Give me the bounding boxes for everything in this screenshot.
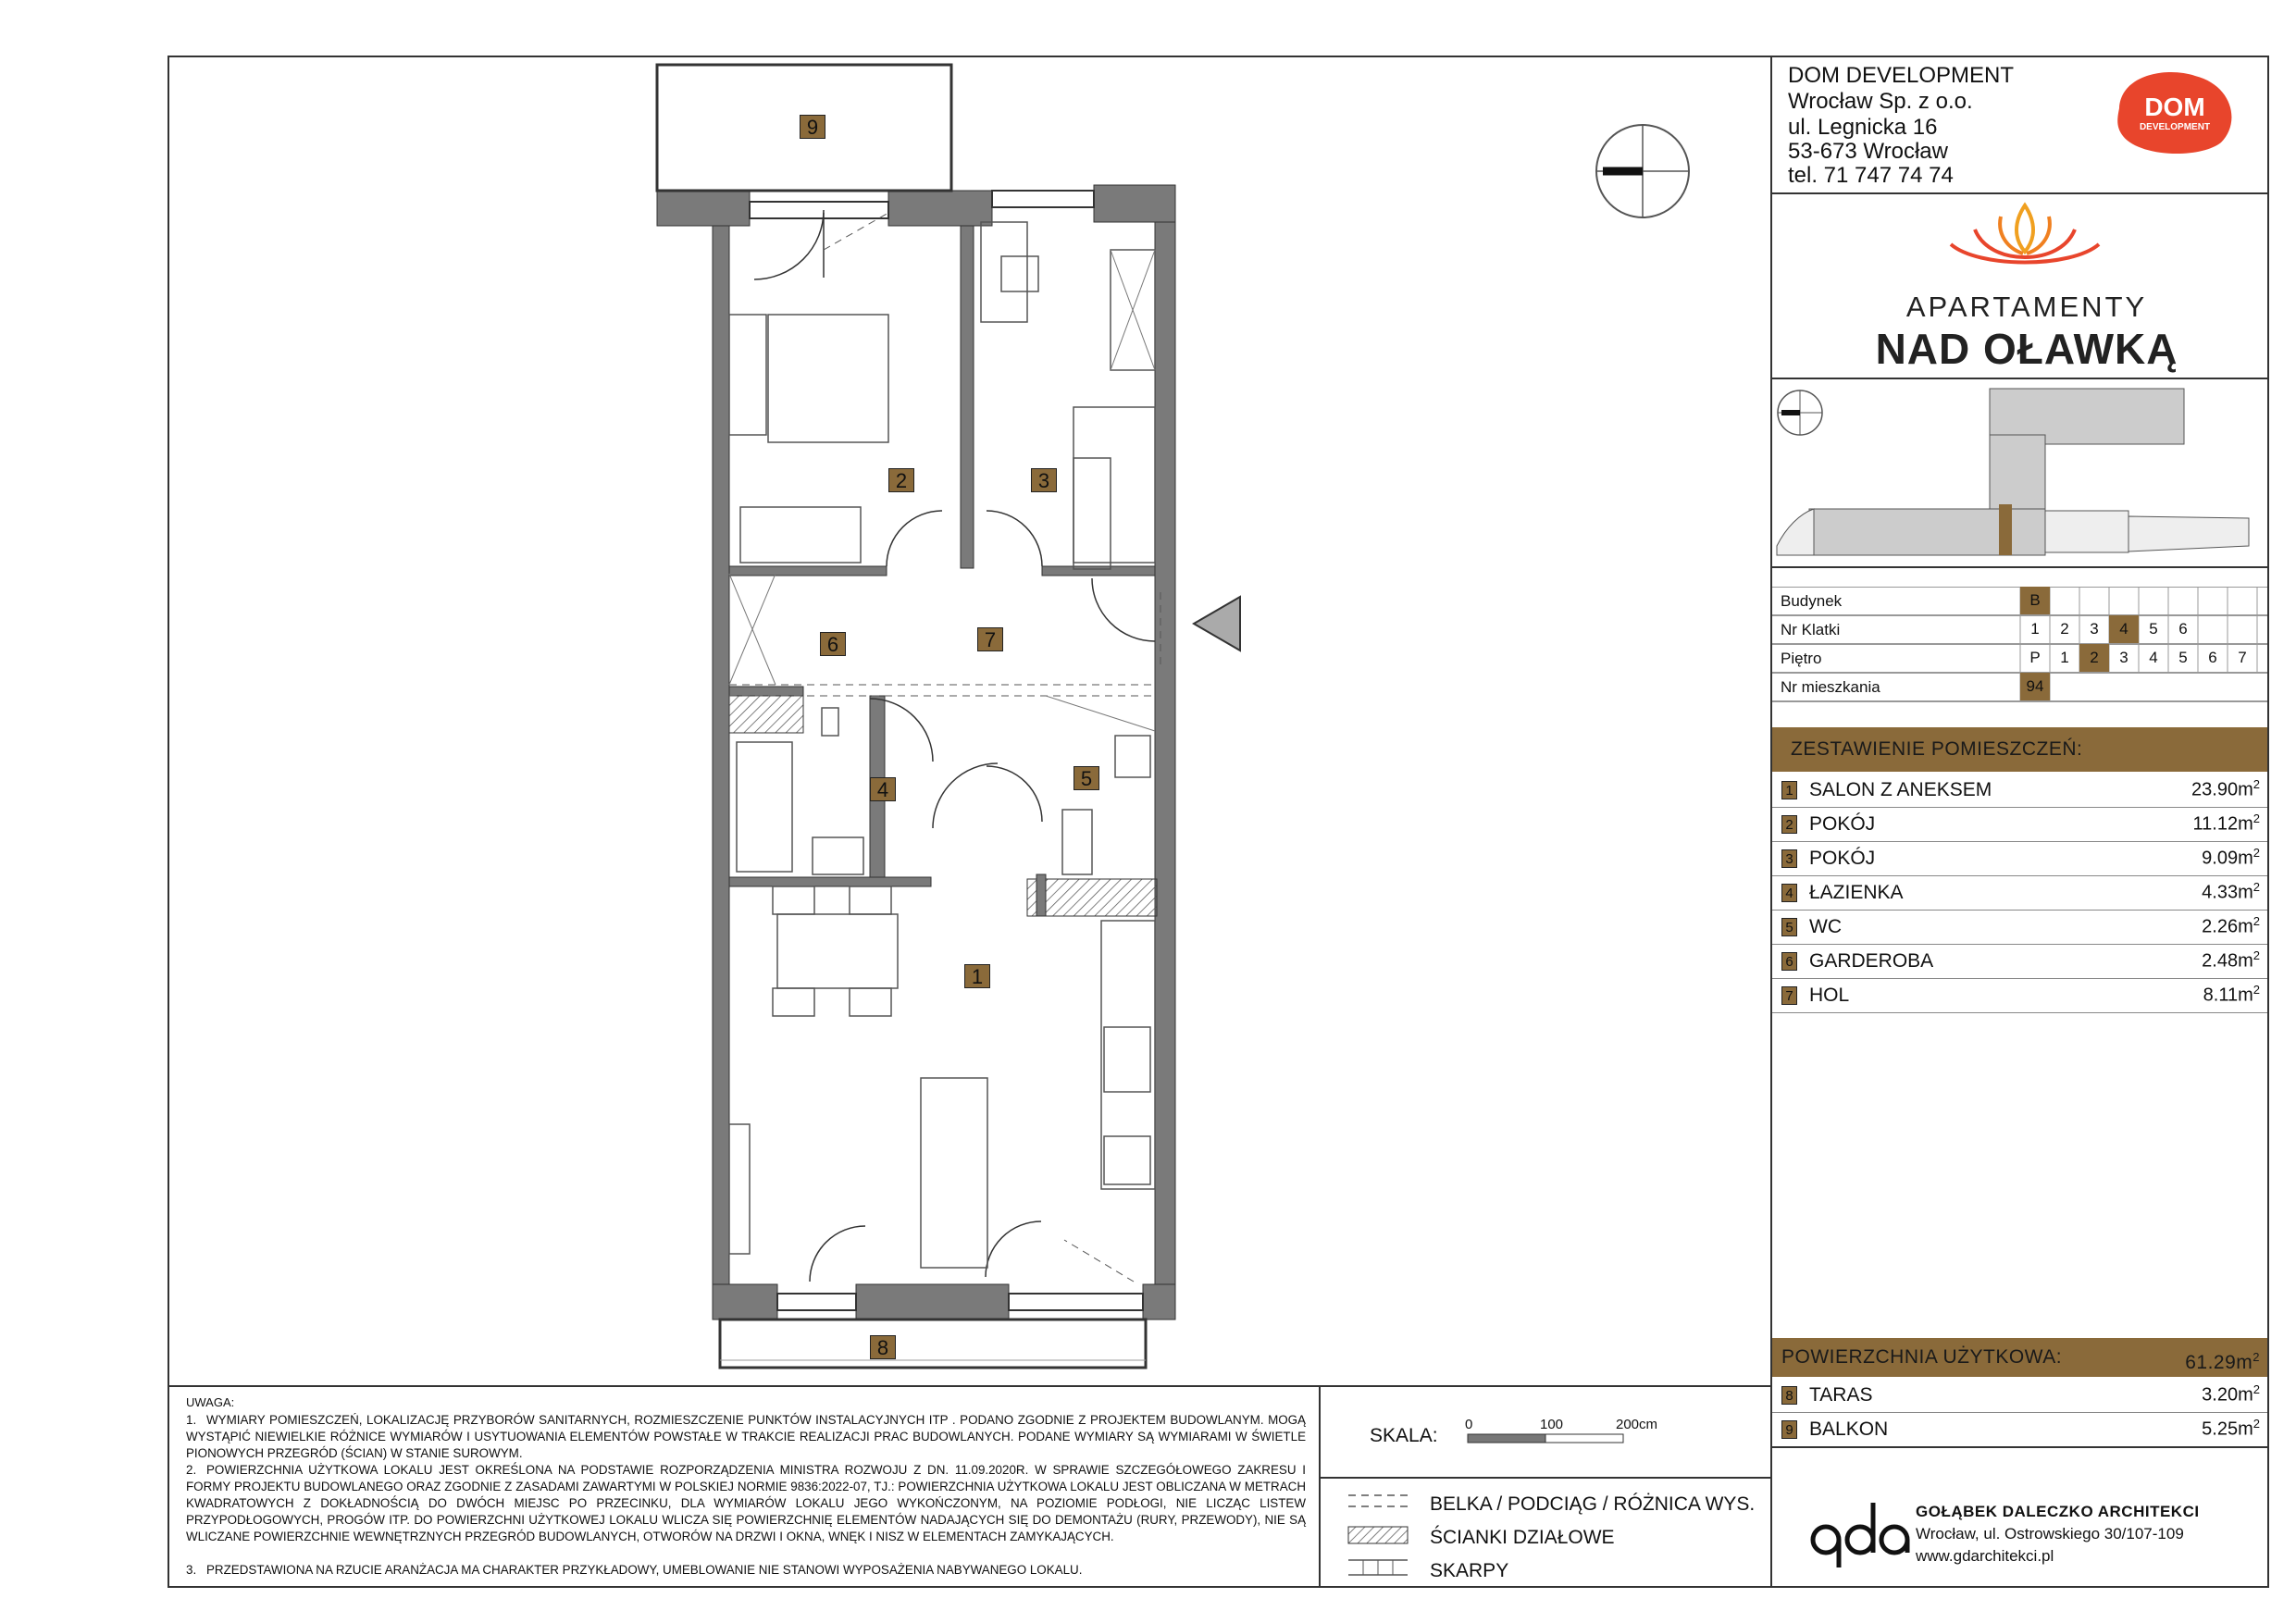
company-divider [1770,192,2269,194]
dom-logo-text: DOM [2144,93,2205,121]
info-staircase-3: 3 [2090,620,2099,638]
room-name: TARAS [1809,1384,1873,1406]
plan-label-room-1: 1 [964,964,990,988]
info-building-label: Budynek [1781,592,1843,610]
legend-beam-label: BELKA / PODCIĄG / RÓŻNICA WYS. [1430,1493,1756,1515]
room-index: 1 [1781,781,1797,799]
legend-partition-label: ŚCIANKI DZIAŁOWE [1430,1527,1615,1548]
info-floor-7: 7 [2238,649,2247,666]
notes-divider [168,1385,1772,1387]
room-area: $2.26m^2$ [2202,914,2260,937]
architect-web[interactable]: www.gdarchitekci.pl [1916,1547,2054,1565]
scale-bar [1467,1432,1633,1445]
info-floor-label: Piętro [1781,650,1822,667]
room-row [1772,979,2267,1013]
note-1: 1. WYMIARY POMIESZCZEŃ, LOKALIZACJĘ PRZYBORÓW SANITARNYCH, ROZMIESZCZENIE PUNKTÓW INSTALACYJNYCH ITP . PODANO ZGODNIE Z PROJEKTEM BUDOWLANYM. MOGĄ WYSTĄPIĆ NIEWIELKIE RÓŻNICE WYMIARÓW I USYTUOWANIA ELEMENTÓW POWSTAŁE W TRAKCIE REALIZACJI PRAC BUDOWLANYCH. PODANE WYMIARY SĄ WYMIARAMI W ŚWIETLE PIONOWYCH PRZEGRÓD (ŚCIAN) W STANIE SUROWYM. [186,1413,1306,1460]
info-building-value: B [2020,587,2050,614]
room-row [1772,945,2267,979]
plan-label-terrace: 8 [870,1335,896,1359]
info-apartment-value: 94 [2020,673,2050,700]
room-row [1772,842,2267,876]
room-row [1772,876,2267,911]
total-area-label: POWIERZCHNIA UŻYTKOWA: [1781,1346,2063,1368]
room-index: 3 [1781,849,1797,868]
room-index: 5 [1781,918,1797,936]
room-index: 4 [1781,884,1797,902]
scale-tick-100: 100 [1540,1417,1564,1432]
floor-plan [169,57,1780,1381]
room-area: $2.48m^2$ [2202,948,2260,972]
company-city: 53-673 Wrocław [1788,139,1948,164]
info-floor-p: P [2029,649,2041,666]
info-floor-1: 1 [2060,649,2069,666]
room-name: HOL [1809,985,1850,1006]
total-area-value: $61.29m^2$ [2185,1350,2260,1373]
room-area: $5.25m^2$ [2202,1417,2260,1440]
total-area-bar [1772,1338,2267,1377]
plan-label-balcony: 9 [800,115,825,139]
legend-icons [1347,1490,1411,1582]
room-name: ŁAZIENKA [1809,882,1904,903]
company-phone: tel. 71 747 74 74 [1788,163,1954,188]
info-staircase-5: 5 [2149,620,2158,638]
scale-label: SKALA: [1370,1425,1438,1446]
plan-label-room-6: 6 [820,632,846,656]
room-row [1772,774,2267,808]
room-area: $11.12m^2$ [2192,812,2260,835]
dom-logo-subtext: DEVELOPMENT [2139,122,2211,132]
room-index: 6 [1781,952,1797,971]
brand-line-1: APARTAMENTY [1905,291,2148,323]
notes-title: UWAGA: [186,1395,235,1409]
plan-label-room-5: 5 [1074,766,1099,790]
note-2: 2. POWIERZCHNIA UŻYTKOWA LOKALU JEST OKREŚLONA NA PODSTAWIE ROZPORZĄDZENIA MINISTRA ROZWOJU Z DN. 11.09.2020R. W SPRAWIE SZCZEGÓŁOWEGO ZAKRESU I FORMY PROJEKTU BUDOWLANEGO ORAZ ZGODNIE Z ZASADAMI ZAWARTYMI W POLSKIEJ NORMIE 9836:2022-07, TJ.: POWIERZCHNIA UŻYTKOWA LOKALU JEST OBLICZANA W METRACH KWADRATOWYCH Z DOKŁADNOŚCIĄ DO DWÓCH MIEJSC PO PRZECINKU, DLA WYMIARÓW LOKALU JEGO WYKOŃCZONYM, NA POZIOMIE PODŁOGI, NIE LICZĄC LISTEW PRZYPODŁOGOWYCH, PROGÓW ITP. DO POWIERZCHNI UŻYTKOWEJ LOKALU WLICZA SIĘ POWIERZCHNIĘ ELEMENTÓW NADAJĄCYCH SIĘ DO DEMONTAŻU (RURY, PRZEWODY), NIE SĄ WLICZANE POWIERZCHNIE WEWNĘTRZNYCH PRZEGRÓD BUDOWLANYCH, OTWORÓW NA DRZWI I OKNA, WNĘK I NISZ W ELEMENTACH ZAMYKAJĄCYCH. [186,1463,1306,1543]
building-key-plan [1772,379,2267,564]
info-apartment-label: Nr mieszkania [1781,678,1880,696]
info-staircase-1: 1 [2030,620,2040,638]
lotus-logo-icon [1942,196,2108,276]
notes-legend-divider [1319,1385,1321,1588]
info-staircase-6: 6 [2178,620,2188,638]
info-floor-4: 4 [2149,649,2158,666]
compass-icon [1592,120,1694,222]
room-name: SALON Z ANEKSEM [1809,779,1992,800]
info-floor-2: 2 [2079,644,2109,672]
extra-row-balcony [1772,1413,2267,1448]
plan-label-room-3: 3 [1031,468,1057,492]
info-floor-3: 3 [2119,649,2128,666]
legend-reveal-label: SKARPY [1430,1560,1509,1581]
room-area: $8.11m^2$ [2203,983,2260,1006]
info-staircase-4: 4 [2109,615,2139,643]
room-area: $4.33m^2$ [2202,880,2260,903]
company-street: ul. Legnicka 16 [1788,115,1938,140]
company-name: DOM DEVELOPMENT [1788,63,2015,88]
info-staircase-label: Nr Klatki [1781,621,1841,638]
room-name: POKÓJ [1809,848,1876,869]
scale-tick-0: 0 [1465,1417,1473,1432]
info-floor-6: 6 [2208,649,2217,666]
room-name: GARDEROBA [1809,950,1934,972]
room-area: $3.20m^2$ [2202,1382,2260,1406]
minimap-divider [1770,566,2269,568]
room-index: 9 [1781,1420,1797,1439]
gda-logo-icon [1809,1493,1911,1569]
company-entity: Wrocław Sp. z o.o. [1788,89,1973,114]
dom-development-logo [2112,67,2238,157]
room-row [1772,911,2267,945]
plan-label-room-4: 4 [870,777,896,801]
room-name: WC [1809,916,1842,937]
info-floor-5: 5 [2178,649,2188,666]
plan-label-room-2: 2 [888,468,914,492]
brand-line-2: NAD OŁAWKĄ [1875,325,2178,373]
room-index: 7 [1781,986,1797,1005]
room-index: 8 [1781,1386,1797,1405]
room-row [1772,808,2267,842]
key-plan-highlight [1999,504,2012,555]
note-3: 3. PRZEDSTAWIONA NA RZUCIE ARANŻACJA MA CHARAKTER PRZYKŁADOWY, UMEBLOWANIE NIE STANOWI WYPOSAŻENIA NABYWANEGO LOKALU. [186,1563,1083,1577]
architect-name: GOŁĄBEK DALECZKO ARCHITEKCI [1916,1503,2200,1520]
room-index: 2 [1781,815,1797,834]
scale-tick-200: 200cm [1616,1417,1658,1432]
room-area: $9.09m^2$ [2202,846,2260,869]
extra-row-terrace [1772,1379,2267,1413]
architect-address: Wrocław, ul. Ostrowskiego 30/107-109 [1916,1525,2184,1542]
room-area: $23.90m^2$ [2191,777,2260,800]
rooms-header: ZESTAWIENIE POMIESZCZEŃ: [1772,727,2267,772]
plan-label-room-7: 7 [977,627,1003,651]
room-name: POKÓJ [1809,813,1876,835]
room-name: BALKON [1809,1419,1889,1440]
scale-legend-divider [1319,1477,1772,1479]
info-staircase-2: 2 [2060,620,2069,638]
